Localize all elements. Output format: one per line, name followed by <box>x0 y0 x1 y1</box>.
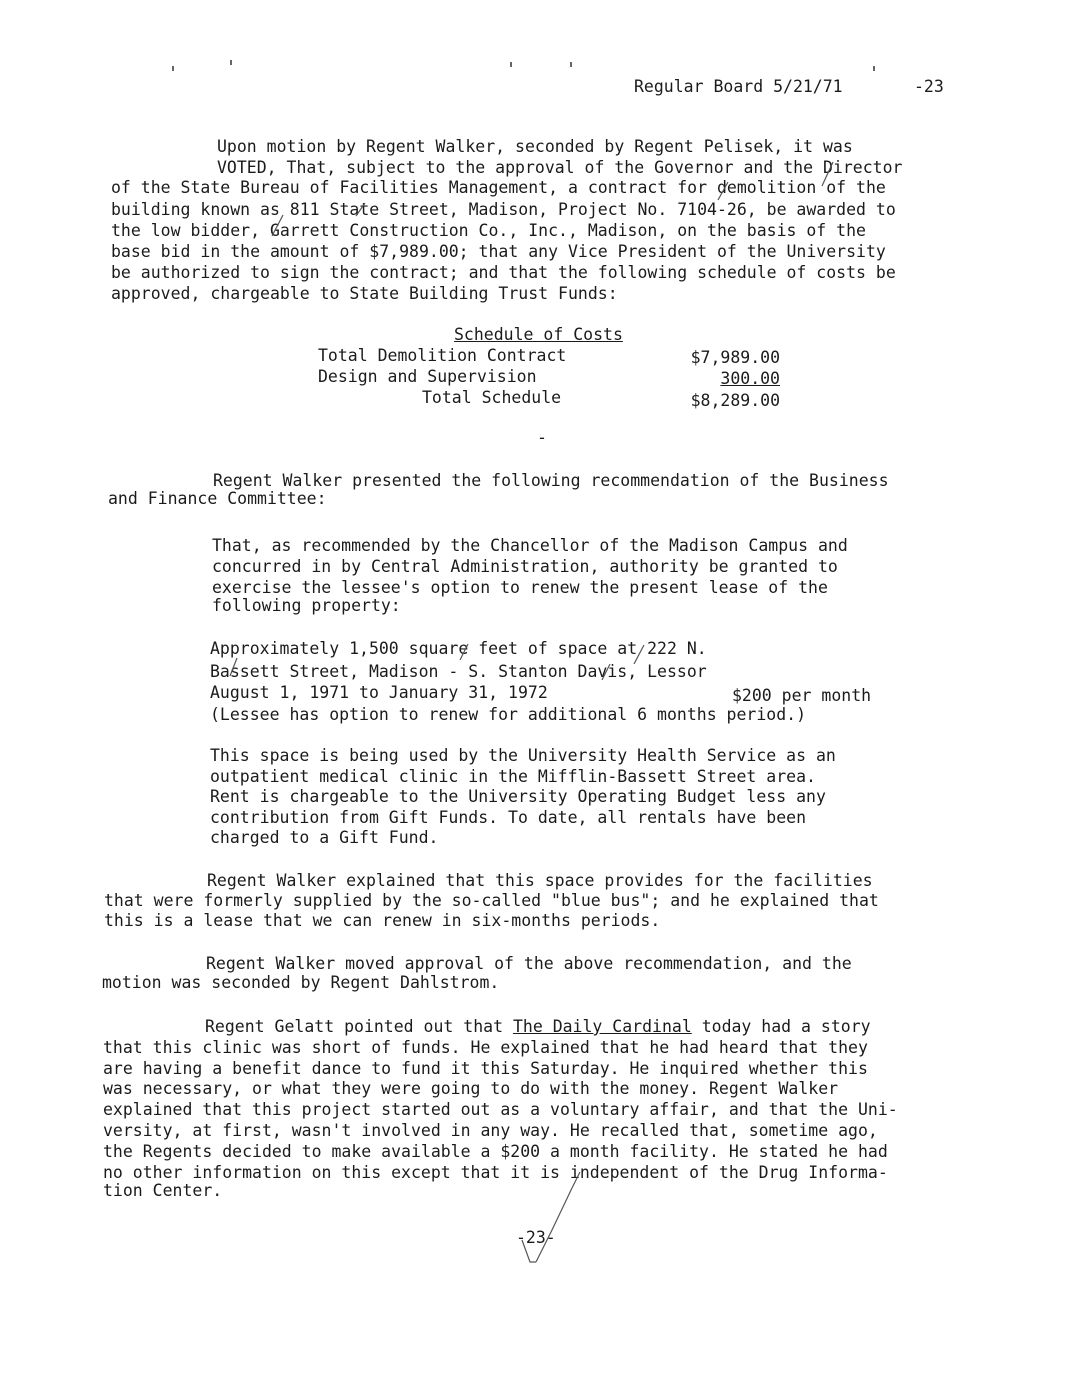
motion-line: approved, chargeable to State Building Trust Funds: <box>111 284 618 303</box>
explained-line: Regent Walker explained that this space provides for the facilities <box>207 871 873 890</box>
property-line: Bassett Street, Madison - S. Stanton Davis, Lessor <box>210 662 707 681</box>
schedule-row-amount: 300.00 <box>720 369 780 388</box>
property-rent: $200 per month <box>732 686 872 705</box>
recommendation-line: exercise the lessee's option to renew the present lease of the <box>212 578 828 597</box>
gelatt-line: explained that this project started out as a voluntary affair, and that the Uni- <box>103 1100 898 1119</box>
gelatt-first-line <box>205 1017 871 1036</box>
space-line: outpatient medical clinic in the Mifflin-Bassett Street area. <box>210 767 816 786</box>
property-note: (Lessee has option to renew for additional 6 months period.) <box>210 705 807 724</box>
schedule-total-amount: $8,289.00 <box>690 391 780 410</box>
space-line: This space is being used by the University Health Service as an <box>210 746 836 765</box>
footer-page-number: -23- <box>516 1228 556 1247</box>
recommendation-line: following property: <box>212 596 401 615</box>
motion-line: the low bidder, Garrett Construction Co., Inc., Madison, on the basis of the <box>111 221 866 240</box>
section-separator: - <box>537 428 547 447</box>
gelatt-line: that this clinic was short of funds. He explained that he had heard that they <box>103 1038 868 1057</box>
page-reference: -23 <box>914 77 944 96</box>
motion-line: VOTED, That, subject to the approval of the Governor and the Director <box>217 158 903 177</box>
recommendation-line: That, as recommended by the Chancellor of the Madison Campus and <box>212 536 848 555</box>
schedule-row-label: Total Demolition Contract <box>318 346 567 365</box>
presented-line: and Finance Committee: <box>108 489 327 508</box>
explained-line: that were formerly supplied by the so-called "blue bus"; and he explained that <box>104 891 879 910</box>
moved-line: motion was seconded by Regent Dahlstrom. <box>102 973 500 992</box>
presented-line: Regent Walker presented the following recommendation of the Business <box>213 471 889 490</box>
motion-line: of the State Bureau of Facilities Management, a contract for demolition of the <box>111 178 886 197</box>
moved-line: Regent Walker moved approval of the above recommendation, and the <box>206 954 852 973</box>
gelatt-line: no other information on this except that it is independent of the Drug Informa- <box>103 1163 888 1182</box>
gelatt-line: was necessary, or what they were going to do with the money. Regent Walker <box>103 1079 839 1098</box>
schedule-row-amount: $7,989.00 <box>690 348 780 367</box>
gelatt-line: the Regents decided to make available a $200 a month facility. He stated he had <box>103 1142 888 1161</box>
property-line: August 1, 1971 to January 31, 1972 <box>210 683 548 702</box>
motion-line: Upon motion by Regent Walker, seconded by Regent Pelisek, it was <box>217 137 853 156</box>
space-line: charged to a Gift Fund. <box>210 828 439 847</box>
gelatt-prefix: Regent Gelatt pointed out that <box>205 1017 513 1036</box>
schedule-title: Schedule of Costs <box>454 325 623 344</box>
schedule-total-label: Total Schedule <box>422 388 562 407</box>
gelatt-line: are having a benefit dance to fund it this Saturday. He inquired whether this <box>103 1059 868 1078</box>
gelatt-line: tion Center. <box>103 1181 223 1200</box>
gelatt-suffix: today had a story <box>691 1017 871 1036</box>
space-line: contribution from Gift Funds. To date, all rentals have been <box>210 808 807 827</box>
gelatt-line: versity, at first, wasn't involved in any way. He recalled that, sometime ago, <box>103 1121 878 1140</box>
motion-line: be authorized to sign the contract; and that the following schedule of costs be <box>111 263 896 282</box>
recommendation-line: concurred in by Central Administration, authority be granted to <box>212 557 838 576</box>
running-head: Regular Board 5/21/71 <box>634 77 843 96</box>
property-line: Approximately 1,500 square feet of space at 222 N. <box>210 639 707 658</box>
motion-line: building known as 811 State Street, Madison, Project No. 7104-26, be awarded to <box>111 200 896 219</box>
space-line: Rent is chargeable to the University Operating Budget less any <box>210 787 826 806</box>
schedule-row-label: Design and Supervision <box>318 367 537 386</box>
explained-line: this is a lease that we can renew in six-months periods. <box>104 911 661 930</box>
motion-line: base bid in the amount of $7,989.00; that any Vice President of the University <box>111 242 886 261</box>
newspaper-title: The Daily Cardinal <box>512 1017 692 1036</box>
